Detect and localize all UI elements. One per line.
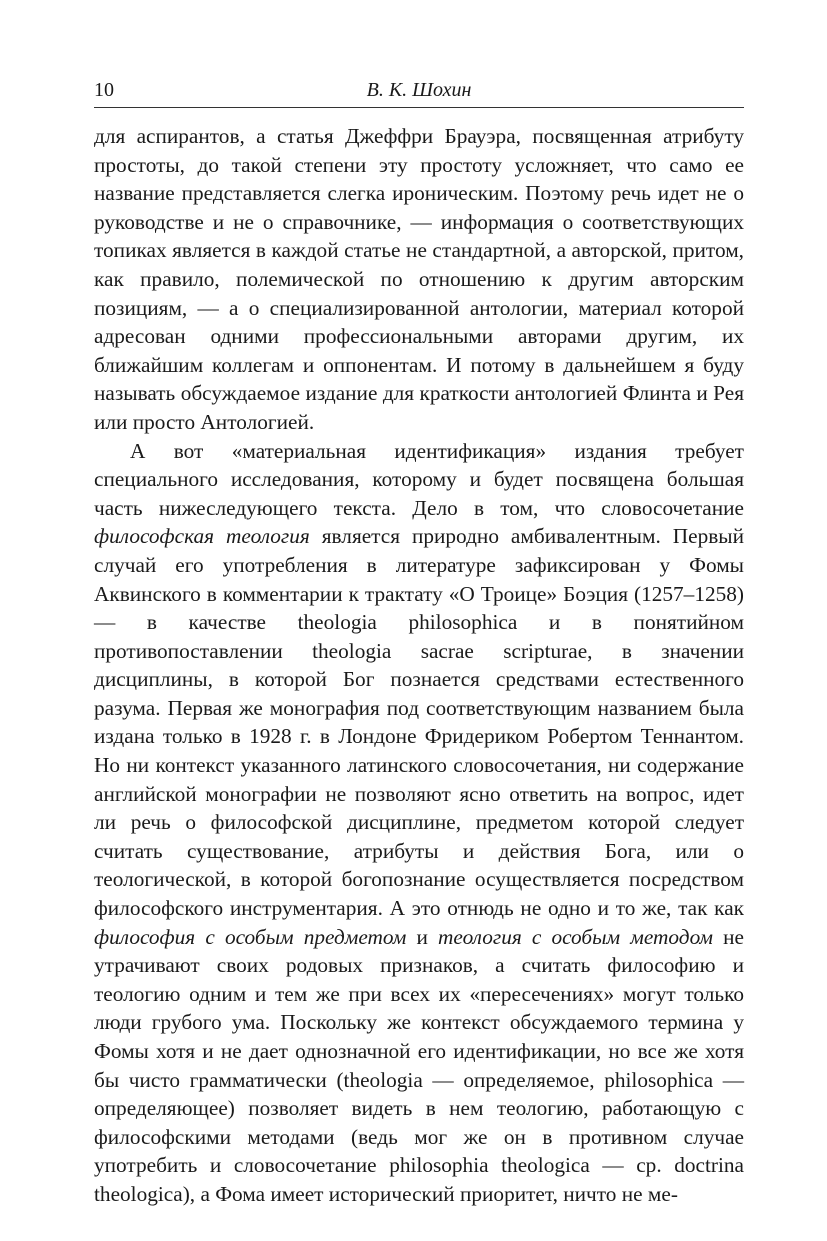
running-title-author: В. К. Шохин xyxy=(366,79,472,101)
italic-term: теология с особым методом xyxy=(438,924,713,949)
italic-term: философия с особым предметом xyxy=(94,924,407,949)
running-head xyxy=(94,0,744,108)
paragraph-material-identification xyxy=(94,437,744,1209)
text-run: и xyxy=(406,924,439,949)
text-run: А вот «материальная идентификация» издания требует специального исследования, которому и будет посвящена большая часть нижеследующего текста. Дело в том, что словосочетание xyxy=(94,438,744,520)
paragraph-continuation xyxy=(94,122,744,437)
text-run: для аспирантов, а статья Джеффри Брауэра, посвященная атрибуту простоты, до такой степени эту простоту усложняет, что само ее название представляется слегка ироническим. Поэтому речь идет не о руководстве и не о справочнике, — информация о соответствующих топиках является в каждой статье не стандартной, а авторской, притом, как правило, полемической по отношению к другим авторским позициям, — а о специализированной антологии, материал которой адресован одними профессиональными авторами другим, их ближайшим коллегам и оппонентам. И потому в дальнейшем я буду называть обсуждаемое издание для краткости антологией Флинта и Рея или просто Антологией. xyxy=(94,124,744,434)
header-rule xyxy=(94,107,744,108)
italic-term: философская теология xyxy=(94,524,310,549)
book-page xyxy=(94,0,744,1209)
body-text xyxy=(94,122,744,1209)
text-run: является природно амбивалентным. Первый случай его употребления в литературе зафиксирован у Фомы Аквинского в комментарии к трактату «О Троице» Боэция (1257–1258) — в качестве theologia philosophica и в понятийном противопоставлении theologia sacrae scripturae, в значении дисциплины, в которой Бог познается средствами естественного разума. Первая же монография под соответствующим названием была издана только в 1928 г. в Лондоне Фридериком Робертом Теннантом. Но ни контекст указанного латинского словосочетания, ни содержание английской монографии не позволяют ясно ответить на вопрос, идет ли речь о философской дисциплине, предметом которой следует считать существование, атрибуты и действия Бога, или о теологической, в которой богопознание осуществляется посредством философского инструментария. А это отнюдь не одно и то же, так как xyxy=(94,524,744,921)
text-run: не утрачивают своих родовых признаков, а считать философию и теологию одним и тем же при всех их «пересечениях» могут только люди грубого ума. Поскольку же контекст обсуждаемого термина у Фомы хотя и не дает однозначной его идентификации, но все же хотя бы чисто грамматически (theologia — определяемое, philosophica — определяющее) позволяет видеть в нем теологию, работающую с философскими методами (ведь мог же он в противном случае употребить и словосочетание philosophia theologica — ср. doctrina theologica), а Фома имеет исторический приоритет, ничто не ме- xyxy=(94,924,744,1206)
page-number: 10 xyxy=(94,79,114,101)
